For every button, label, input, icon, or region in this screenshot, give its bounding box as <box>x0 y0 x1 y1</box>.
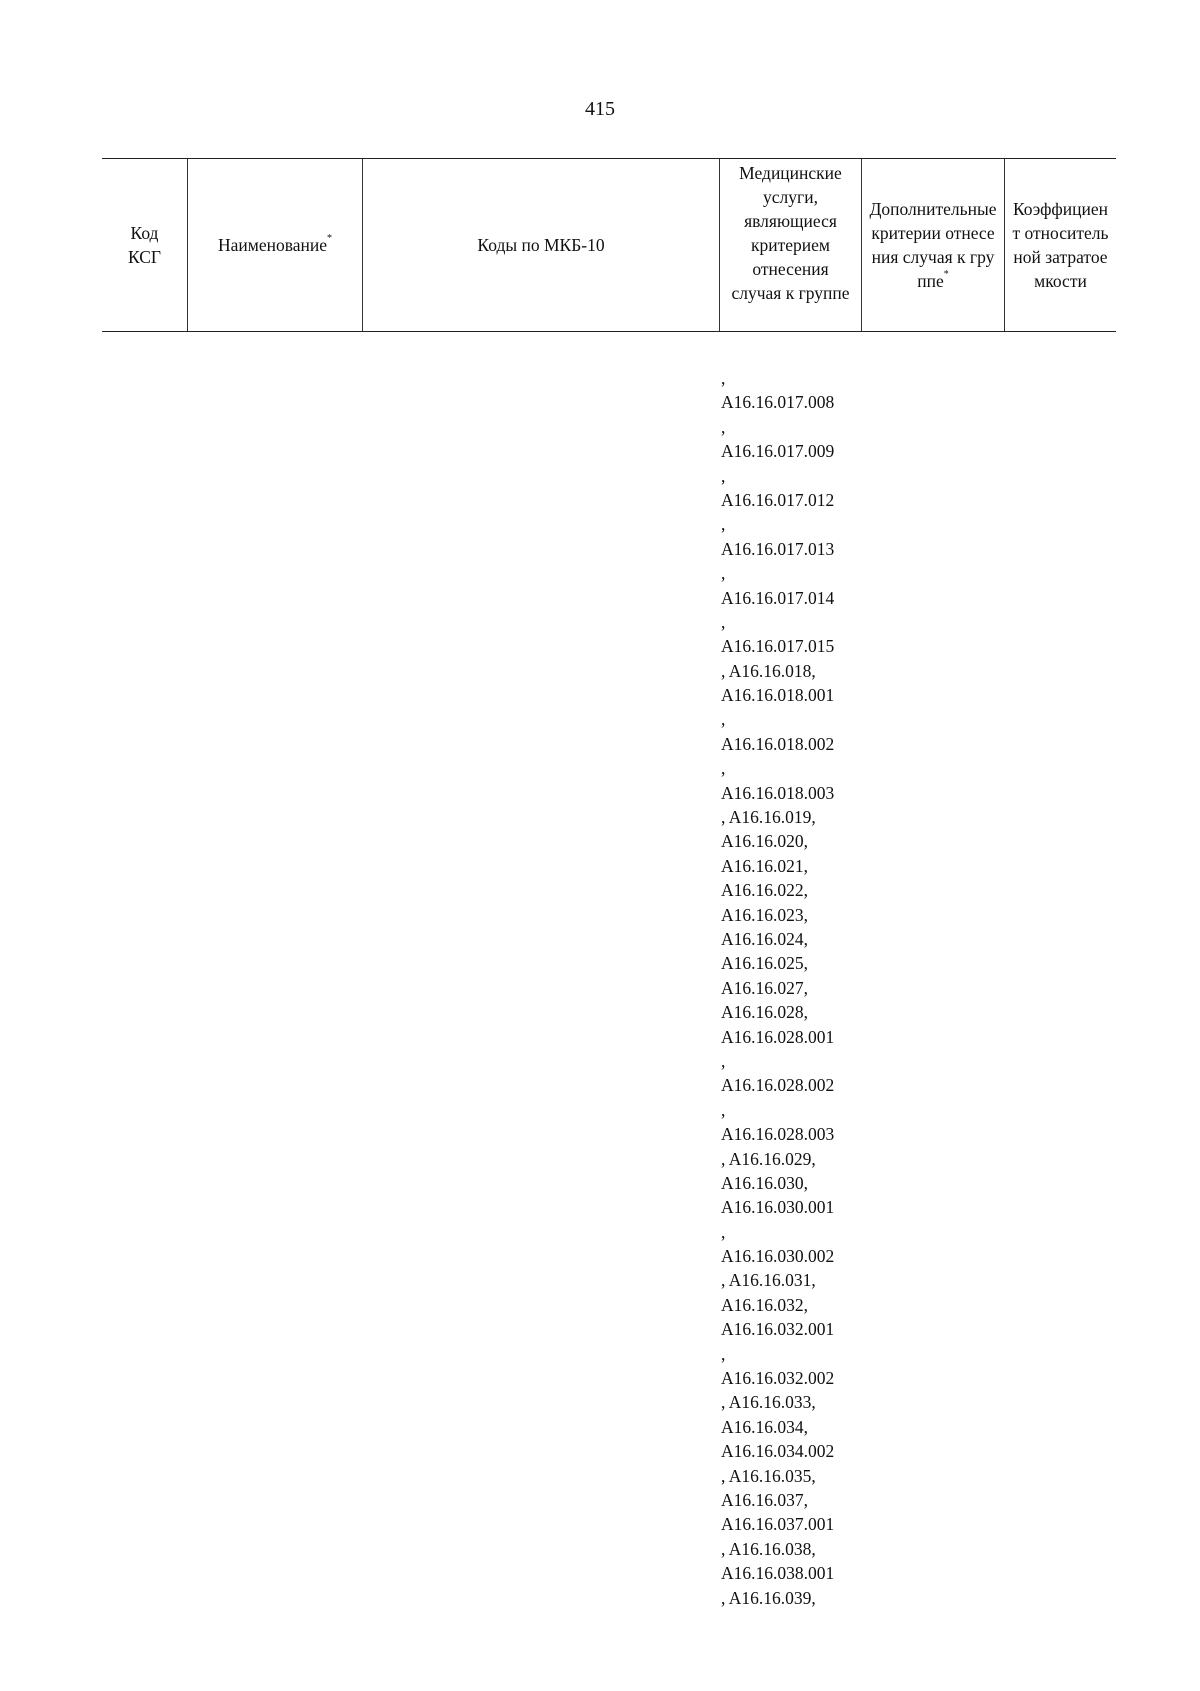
service-code-line: A16.16.025, <box>721 953 809 974</box>
service-code-line: A16.16.034, <box>721 1416 809 1437</box>
service-code-line: , A16.16.029, <box>721 1148 816 1169</box>
service-code-line: A16.16.023, <box>721 904 809 925</box>
service-code-line: , A16.16.031, <box>721 1270 816 1291</box>
service-code-line: , <box>721 1343 726 1364</box>
service-code-line: A16.16.028.002 <box>721 1075 835 1096</box>
service-code-line: A16.16.032.001 <box>721 1319 835 1340</box>
service-code-line: A16.16.037.001 <box>721 1514 835 1535</box>
service-code-line: , <box>721 563 726 584</box>
header-ksg-code: Код КСГ <box>127 223 162 267</box>
service-code-line: A16.16.017.014 <box>721 587 835 608</box>
service-code-line: A16.16.030, <box>721 1172 809 1193</box>
service-code-line: , <box>721 758 726 779</box>
service-code-line: A16.16.032.002 <box>721 1368 835 1389</box>
service-code-line: , <box>721 1099 726 1120</box>
service-code-line: A16.16.017.013 <box>721 538 835 559</box>
service-code-line: A16.16.018.001 <box>721 685 835 706</box>
service-code-line: A16.16.024, <box>721 928 809 949</box>
service-code-line: A16.16.018.003 <box>721 782 835 803</box>
service-code-line: A16.16.017.012 <box>721 489 835 510</box>
service-code-line: A16.16.028, <box>721 1002 809 1023</box>
table-header <box>102 158 1116 332</box>
service-code-line: , A16.16.033, <box>721 1392 816 1413</box>
service-code-line: , <box>721 368 726 388</box>
service-code-line: A16.16.027, <box>721 977 809 998</box>
service-code-line: , <box>721 1221 726 1242</box>
service-code-line: A16.16.017.009 <box>721 441 835 462</box>
service-code-line: A16.16.038.001 <box>721 1563 835 1584</box>
service-codes-list <box>721 366 871 1610</box>
service-code-line: , A16.16.038, <box>721 1538 816 1559</box>
service-code-line: , <box>721 611 726 632</box>
service-code-line: A16.16.018.002 <box>721 733 835 754</box>
service-code-line: A16.16.030.001 <box>721 1197 835 1218</box>
header-cost-coefficient: Коэффициент относительной затратоемкости <box>1004 159 1116 331</box>
service-code-line: A16.16.017.008 <box>721 392 835 413</box>
service-code-line: , <box>721 465 726 486</box>
header-mkb-codes: Коды по МКБ-10 <box>362 159 719 331</box>
service-code-line: A16.16.034.002 <box>721 1441 835 1462</box>
header-medical-services: Медицинские услуги, являющиеся критерием отнесения случая к группе <box>719 159 861 331</box>
service-code-line: A16.16.017.015 <box>721 636 835 657</box>
page-number: 415 <box>585 98 615 120</box>
service-code-line: A16.16.021, <box>721 855 809 876</box>
service-code-line: A16.16.028.001 <box>721 1026 835 1047</box>
service-code-line: , A16.16.035, <box>721 1465 816 1486</box>
service-code-line: , <box>721 1050 726 1071</box>
service-code-line: A16.16.030.002 <box>721 1246 835 1267</box>
service-code-line: , <box>721 514 726 535</box>
service-code-line: , <box>721 709 726 730</box>
service-code-line: A16.16.037, <box>721 1489 809 1510</box>
header-name: Наименование* <box>187 159 362 331</box>
service-code-line: , A16.16.018, <box>721 660 816 681</box>
service-code-line: A16.16.020, <box>721 831 809 852</box>
service-code-line: , A16.16.039, <box>721 1587 816 1608</box>
service-code-line: A16.16.032, <box>721 1294 809 1315</box>
service-code-line: A16.16.028.003 <box>721 1124 835 1145</box>
service-code-line: , A16.16.019, <box>721 807 816 828</box>
service-code-line: A16.16.022, <box>721 880 809 901</box>
header-additional-criteria: Дополнительные критерии отнесения случая к группе* <box>861 159 1004 331</box>
service-code-line: , <box>721 416 726 437</box>
